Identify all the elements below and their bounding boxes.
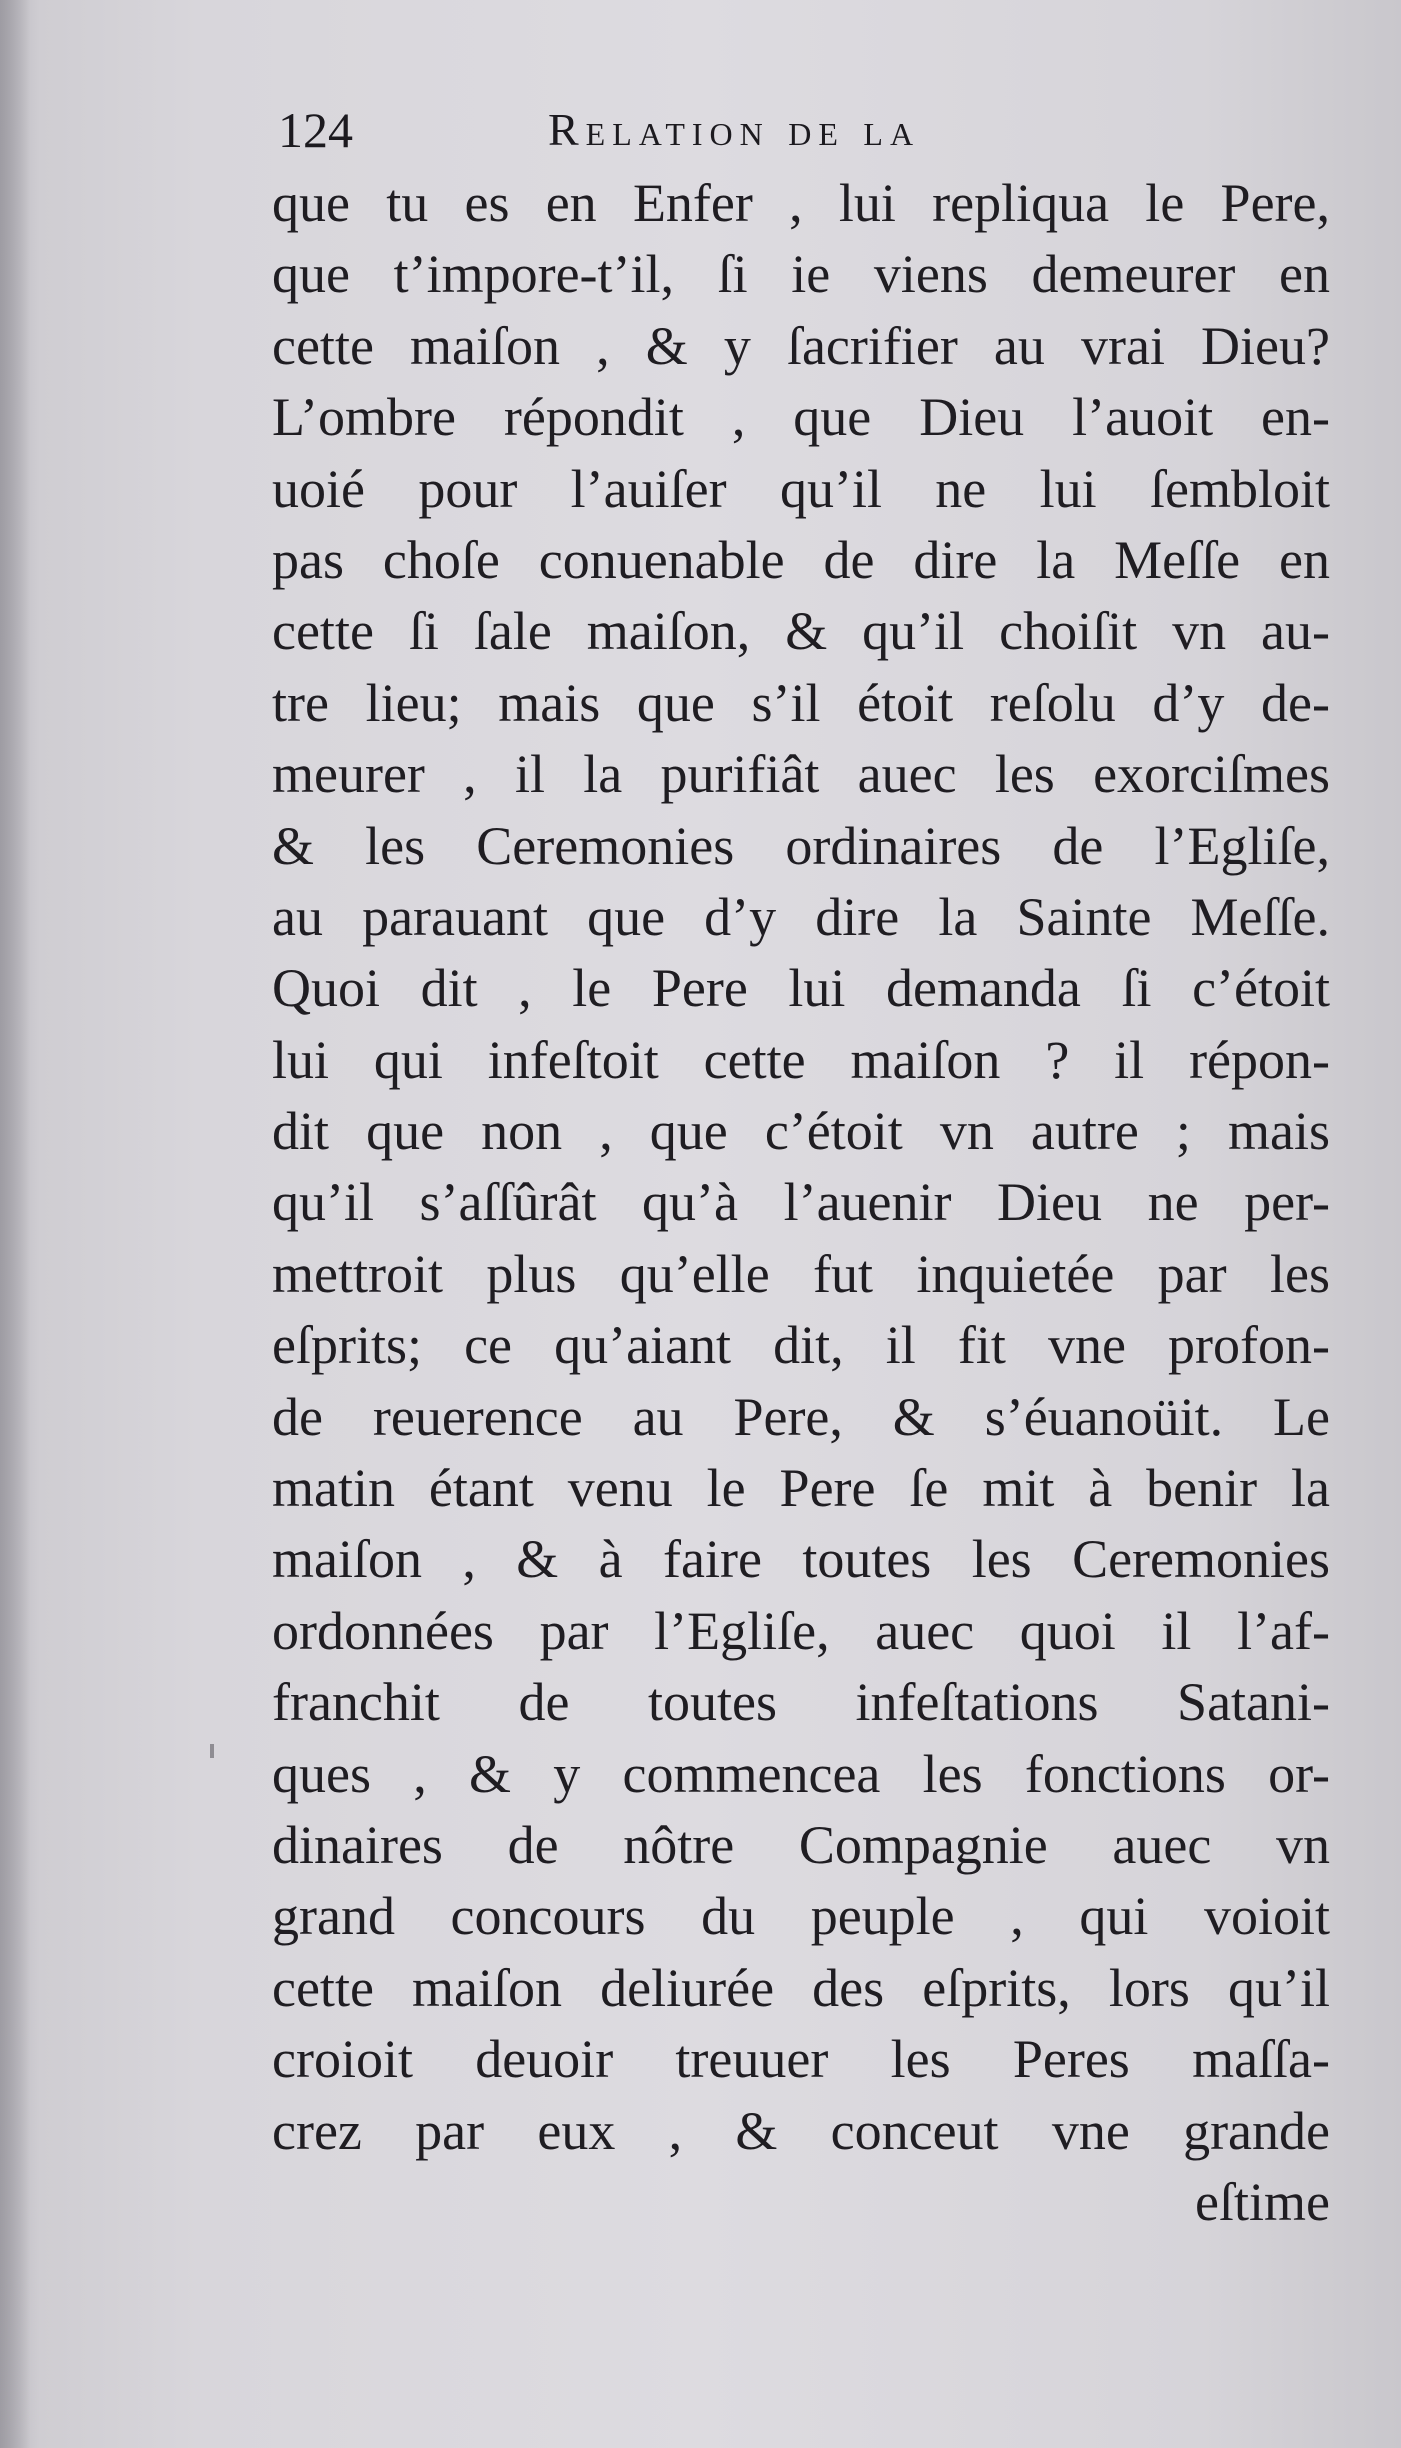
running-head: Relation de la: [548, 104, 921, 155]
text-line: tre lieu; mais que s’il étoit reſolu d’y de-: [272, 672, 1330, 733]
text-line: de reuerence au Pere, & s’éuanoüit. Le: [272, 1386, 1330, 1447]
text-line: que tu es en Enfer , lui repliqua le Pere,: [272, 173, 1330, 233]
text-line: dit que non , que c’étoit vn autre ; mais: [272, 1101, 1330, 1162]
text-line: L’ombre répondit , que Dieu l’auoit en-: [272, 387, 1330, 448]
text-line: & les Ceremonies ordinaires de l’Egliſe,: [272, 815, 1330, 876]
text-line: qu’il s’aſſûrât qu’à l’auenir Dieu ne per-: [272, 1172, 1330, 1233]
text-line: pas choſe conuenable de dire la Meſſe en: [272, 529, 1330, 590]
text-line: cette maiſon , & y ſacrifier au vrai Dieu?: [272, 315, 1330, 376]
text-line: croioit deuoir treuuer les Peres maſſa-: [272, 2029, 1330, 2090]
text-line: maiſon , & à faire toutes les Ceremonies: [272, 1529, 1330, 1590]
text-line: meurer , il la purifiât auec les exorciſmes: [272, 744, 1330, 805]
text-line: uoié pour l’auiſer qu’il ne lui ſembloit: [272, 458, 1330, 519]
text-line: dinaires de nôtre Compagnie auec vn: [272, 1814, 1330, 1875]
text-line: franchit de toutes infeſtations Satani-: [272, 1672, 1330, 1733]
text-line: eſprits; ce qu’aiant dit, il fit vne profon-: [272, 1315, 1330, 1376]
text-line: que t’impore-t’il, ſi ie viens demeurer en: [272, 244, 1330, 305]
text-line: grand concours du peuple , qui voioit: [272, 1886, 1330, 1947]
text-line: crez par eux , & conceut vne grande: [272, 2100, 1330, 2161]
text-line: au parauant que d’y dire la Sainte Meſſe.: [272, 886, 1330, 947]
gutter-shadow: [0, 0, 30, 2448]
text-line: matin étant venu le Pere ſe mit à benir la: [272, 1458, 1330, 1519]
text-line: mettroit plus qu’elle fut inquietée par les: [272, 1243, 1330, 1304]
page-number: 124: [278, 102, 353, 158]
text-line: ordonnées par l’Egliſe, auec quoi il l’af-: [272, 1600, 1330, 1661]
body-text: [272, 168, 1330, 2238]
text-line: Quoi dit , le Pere lui demanda ſi c’étoit: [272, 958, 1330, 1019]
page-header: [278, 95, 1328, 165]
text-line: ques , & y commencea les fonctions or-: [272, 1743, 1330, 1804]
text-line: cette ſi ſale maiſon, & qu’il choiſit vn au-: [272, 601, 1330, 662]
text-line: lui qui infeſtoit cette maiſon ? il répon-: [272, 1029, 1330, 1090]
text-line: cette maiſon deliurée des eſprits, lors qu’il: [272, 1957, 1330, 2018]
catchword: eſtime: [1195, 2171, 1330, 2232]
margin-mark: [210, 1744, 214, 1758]
